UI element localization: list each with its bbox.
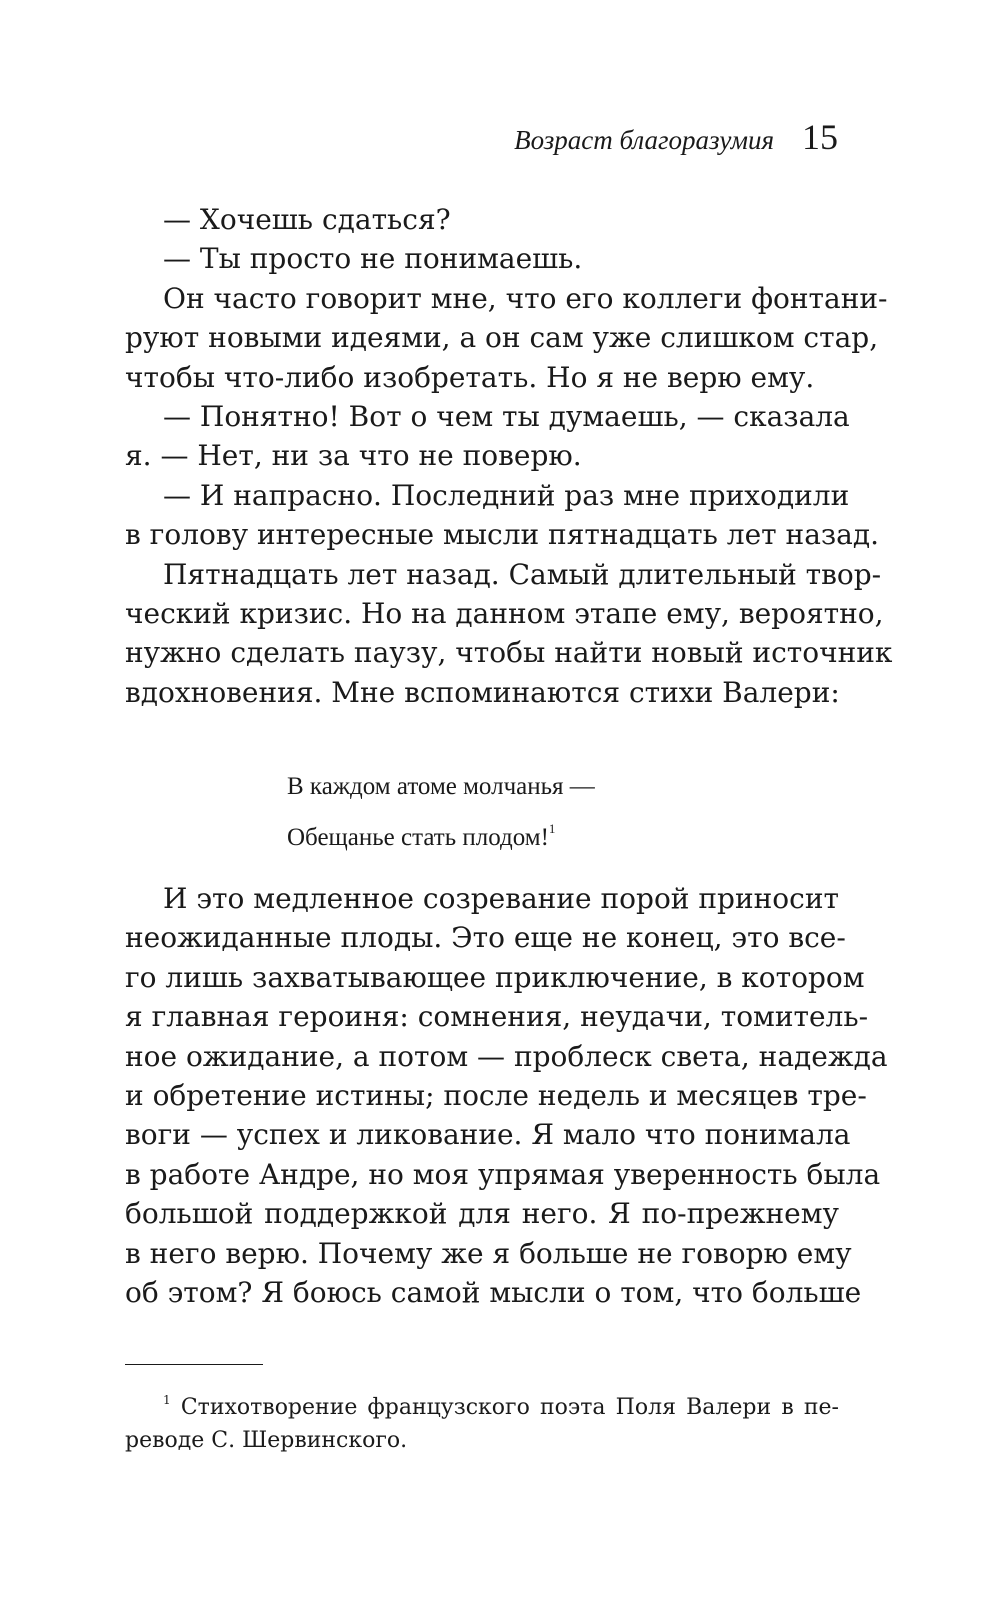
text-line: в него верю. Почему же я больше не говорю ему	[125, 1236, 852, 1270]
text-line: — Понятно! Вот о чем ты думаешь, — сказала	[163, 399, 850, 433]
text-line: И это медленное созревание порой приносит	[163, 882, 839, 915]
footnote-divider	[125, 1364, 263, 1365]
text-line: нужно сделать паузу, чтобы найти новый источник	[125, 636, 893, 670]
footnote-text: Стихотворение французского поэта Поля Валери в пе-	[180, 1395, 839, 1420]
poem-line-text: В каждом атоме молчанья —	[287, 773, 595, 800]
text-line: в работе Андре, но моя упрямая уверенность была	[125, 1157, 881, 1191]
text-line: ческий кризис. Но на данном этапе ему, вероятно,	[125, 596, 884, 630]
footnote-reference[interactable]: 1	[548, 821, 556, 836]
footnote-line	[125, 1384, 839, 1424]
running-head	[514, 116, 838, 158]
text-line: я главная героиня: сомнения, неудачи, томитель-	[125, 1000, 869, 1034]
text-line: воги — успех и ликование. Я мало что понимала	[125, 1118, 851, 1152]
poem-line-text: Обещанье стать плодом!	[287, 824, 549, 851]
footnote-marker: 1	[163, 1393, 171, 1407]
text-line: — Ты просто не понимаешь.	[163, 242, 583, 276]
poem-line	[287, 808, 595, 859]
poem-line	[287, 766, 595, 808]
text-line: вдохновения. Мне вспоминаются стихи Валери:	[125, 675, 840, 709]
text-line: го лишь захватывающее приключение, в котором	[125, 960, 865, 994]
text-line: об этом? Я боюсь самой мысли о том, что больше	[125, 1275, 862, 1309]
footnote	[125, 1384, 839, 1457]
poem-quote	[287, 766, 595, 859]
body-text-after-poem	[125, 879, 888, 1312]
text-line: и обретение истины; после недель и месяцев тре-	[125, 1078, 867, 1112]
text-line: Он часто говорит мне, что его коллеги фонтани-	[163, 281, 888, 315]
text-line: чтобы что-либо изобретать. Но я не верю ему.	[125, 360, 815, 394]
text-line: я. — Нет, ни за что не поверю.	[125, 439, 582, 473]
text-line: ное ожидание, а потом — проблеск света, надежда	[125, 1039, 888, 1073]
text-line: — Хочешь сдаться?	[163, 203, 451, 236]
text-line: большой поддержкой для него. Я по-прежнему	[125, 1197, 839, 1231]
running-title: Возраст благоразумия	[514, 125, 774, 155]
text-line: — И напрасно. Последний раз мне приходили	[163, 478, 850, 512]
text-line: в голову интересные мысли пятнадцать лет назад.	[125, 518, 880, 552]
body-text-before-poem	[125, 200, 893, 712]
page-number: 15	[802, 117, 838, 157]
text-line: неожиданные плоды. Это еще не конец, это все-	[125, 921, 846, 955]
footnote-line: реводе С. Шервинского.	[125, 1428, 408, 1453]
text-line: руют новыми идеями, а он сам уже слишком стар,	[125, 321, 879, 355]
text-line: Пятнадцать лет назад. Самый длительный твор-	[163, 557, 882, 591]
